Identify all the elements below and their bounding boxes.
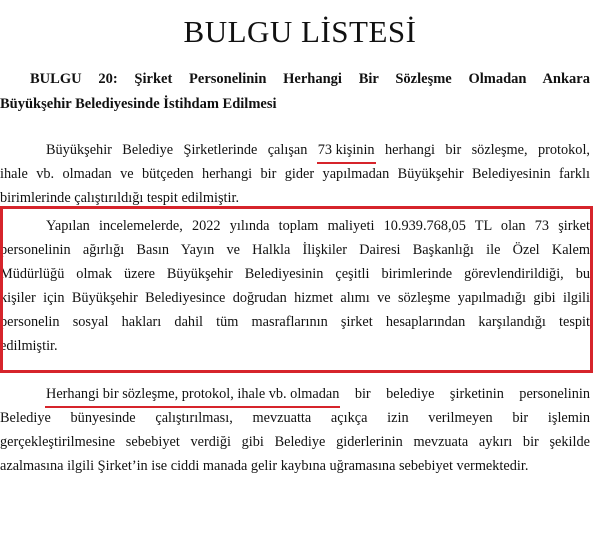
paragraph-3 bbox=[0, 382, 590, 478]
finding-heading-line: BULGU 20: Şirket Personelinin Herhangi Bir Sözleşme Olmadan Ankara bbox=[30, 71, 590, 87]
text-segment: herhangi bir sözleşme, protokol, bbox=[374, 142, 590, 158]
paragraph-line: personelinin ağırlığı Basın Yayın ve Halkla İlişkiler Dairesi Başkanlığı ile Özel Kalem bbox=[0, 242, 590, 258]
paragraph-line: Yapılan incelemelerde, 2022 yılında toplam maliyeti 10.939.768,05 TL olan 73 şirket bbox=[46, 218, 590, 234]
paragraph-line bbox=[0, 138, 590, 162]
paragraph-line bbox=[0, 382, 590, 406]
paragraph-line: azalmasına ilgili Şirket’in ise ciddi manada gelir kaybına uğramasına sebebiyet vermektedir. bbox=[0, 458, 529, 474]
document-title: BULGU LİSTESİ bbox=[183, 14, 417, 49]
paragraph-line: kişiler için Büyükşehir Belediyesince doğrudan hizmet alımı ve sözleşme yapılmadığı gibi ilgili bbox=[0, 290, 590, 306]
paragraph-line: edilmiştir. bbox=[0, 338, 58, 354]
underlined-text: 73 kişinin bbox=[318, 138, 375, 162]
paragraph-1 bbox=[0, 138, 590, 210]
underlined-text: Herhangi bir sözleşme, protokol, ihale vb. olmadan bbox=[46, 382, 339, 406]
paragraph-line: gerçekleştirilmesine sebebiyet verdiği gibi Belediye giderlerinin mevzuata aykırı bir şekilde bbox=[0, 434, 590, 450]
finding-heading bbox=[0, 67, 590, 117]
paragraph-line: Müdürlüğü olmak üzere Büyükşehir Belediyesinin çeşitli birimlerinde görevlendirildiği, bu bbox=[0, 266, 590, 282]
paragraph-line: Belediye bünyesinde çalıştırılması, mevzuatta açıkça izin verilmeyen bir işlemin bbox=[0, 410, 590, 426]
finding-heading-line: Büyükşehir Belediyesinde İstihdam Edilmesi bbox=[0, 96, 277, 112]
paragraph-line: birimlerinde çalıştırıldığı tespit edilmiştir. bbox=[0, 190, 240, 206]
paragraph-line: personelin sosyal hakları dahil tüm masraflarının şirket hesaplarından karşılandığı tespit bbox=[0, 314, 590, 330]
text-segment: bir belediye şirketinin personelinin bbox=[339, 386, 590, 402]
text-segment: Büyükşehir Belediye Şirketlerinde çalışan bbox=[46, 142, 318, 158]
paragraph-line: ihale vb. olmadan ve bütçeden herhangi bir gider yapılmadan Büyükşehir Belediyesinin farklı bbox=[0, 166, 590, 182]
paragraph-2 bbox=[0, 214, 590, 358]
